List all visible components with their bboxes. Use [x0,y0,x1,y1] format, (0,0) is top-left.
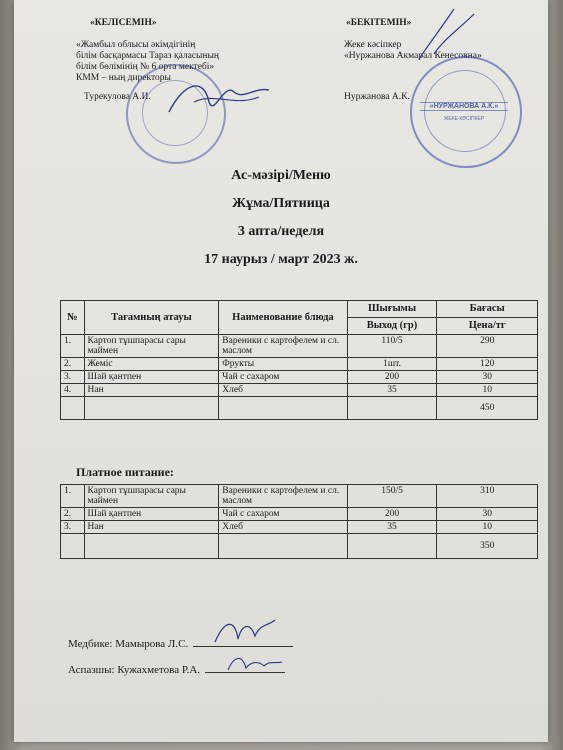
cell-name-ru: Вареники с картофелем и сл. маслом [219,335,347,358]
cell-name-ru: Чай с сахаром [219,508,347,521]
table-row [61,335,538,358]
cell-name-kz: Шай қантпен [84,508,219,521]
paid-menu-table [60,484,538,559]
cell-name-kz: Картоп тұшпарасы сары маймен [84,485,219,508]
date-title: 17 наурыз / март 2023 ж. [204,252,358,267]
week-title: 3 апта/неделя [237,224,325,239]
cell-name-ru: Чай с сахаром [219,371,347,384]
right-signer: Нуржанова А.К. [344,92,410,102]
cell-yield: 200 [347,508,437,521]
col-name-ru-header: Наименование блюда [219,301,347,335]
right-seal-stamp [410,56,522,168]
cell-num: 2. [61,508,85,521]
cell-total: 450 [437,397,538,420]
table-row [61,371,538,384]
cell-name-kz: Нан [84,384,219,397]
right-header-line: «Нуржанова Акмарал Кенесовна» [344,51,482,61]
col-name-kz-header: Тағамның атауы [84,301,219,335]
cell-yield: 200 [347,371,437,384]
cell-name-ru: Вареники с картофелем и сл. маслом [219,485,347,508]
table-header-row [61,301,538,318]
cell-yield: 150/5 [347,485,437,508]
cell-name-ru: Хлеб [219,384,347,397]
cell-price: 290 [437,335,538,358]
nurse-label: Медбике: Мамырова Л.С. [68,638,189,650]
document-page [14,0,548,742]
cell-total: 350 [437,534,538,559]
cell-num: 1. [61,335,85,358]
left-signer: Турекулова А.И. [84,92,151,102]
left-header-line: КММ – ның директоры [76,73,171,83]
table-total-row [61,534,538,559]
table-row [61,485,538,508]
cell-num: 1. [61,485,85,508]
left-header-line: «Жамбыл облысы әкімдігінің [76,40,196,50]
cell-name-ru: Фрукты [219,358,347,371]
cell-num: 2. [61,358,85,371]
cell-num: 3. [61,521,85,534]
cell-yield: 110/5 [347,335,437,358]
cell-yield: 35 [347,521,437,534]
menu-title: Ас-мәзірі/Меню [231,168,331,183]
cell-name-ru: Хлеб [219,521,347,534]
left-header-line: білім бөлімінің № 6 орта мектебі» [76,62,215,72]
right-header-heading: «БЕКІТЕМІН» [346,18,412,28]
cook-label: Аспазшы: Кужахметова Р.А. [68,664,201,676]
right-stamp-sub: ЖЕКЕ КӘСІПКЕР [443,116,485,122]
col-price-ru-header: Цена/тг [437,318,538,335]
col-price-kz-header: Бағасы [437,301,538,318]
cell-price: 120 [437,358,538,371]
table-total-row [61,397,538,420]
cell-price: 10 [437,521,538,534]
left-header-line: білім басқармасы Тараз қаласының [76,51,219,61]
right-stamp-name: «НУРЖАНОВА А.К.» [420,102,508,111]
table-row [61,521,538,534]
table-row [61,508,538,521]
cell-num: 4. [61,384,85,397]
cell-price: 310 [437,485,538,508]
cell-price: 10 [437,384,538,397]
nurse-signature [210,614,280,650]
table-row [61,384,538,397]
cell-yield: 35 [347,384,437,397]
paid-meals-label: Платное питание: [76,465,174,479]
menu-table [60,300,538,420]
table-row [61,358,538,371]
cell-num: 3. [61,371,85,384]
left-header-heading: «КЕЛІСЕМІН» [90,18,157,28]
col-yield-ru-header: Выход (гр) [347,318,437,335]
cell-price: 30 [437,371,538,384]
cook-signature [224,648,284,678]
cell-name-kz: Шай қантпен [84,371,219,384]
right-header-line: Жеке кәсіпкер [344,40,402,50]
cell-name-kz: Картоп тұшпарасы сары маймен [84,335,219,358]
cell-yield: 1шт. [347,358,437,371]
cell-name-kz: Жеміс [84,358,219,371]
right-signature [414,4,484,64]
cell-name-kz: Нан [84,521,219,534]
col-num-header: № [61,301,85,335]
cell-price: 30 [437,508,538,521]
col-yield-kz-header: Шығымы [347,301,437,318]
left-signature [164,72,274,122]
day-title: Жұма/Пятница [232,196,330,211]
